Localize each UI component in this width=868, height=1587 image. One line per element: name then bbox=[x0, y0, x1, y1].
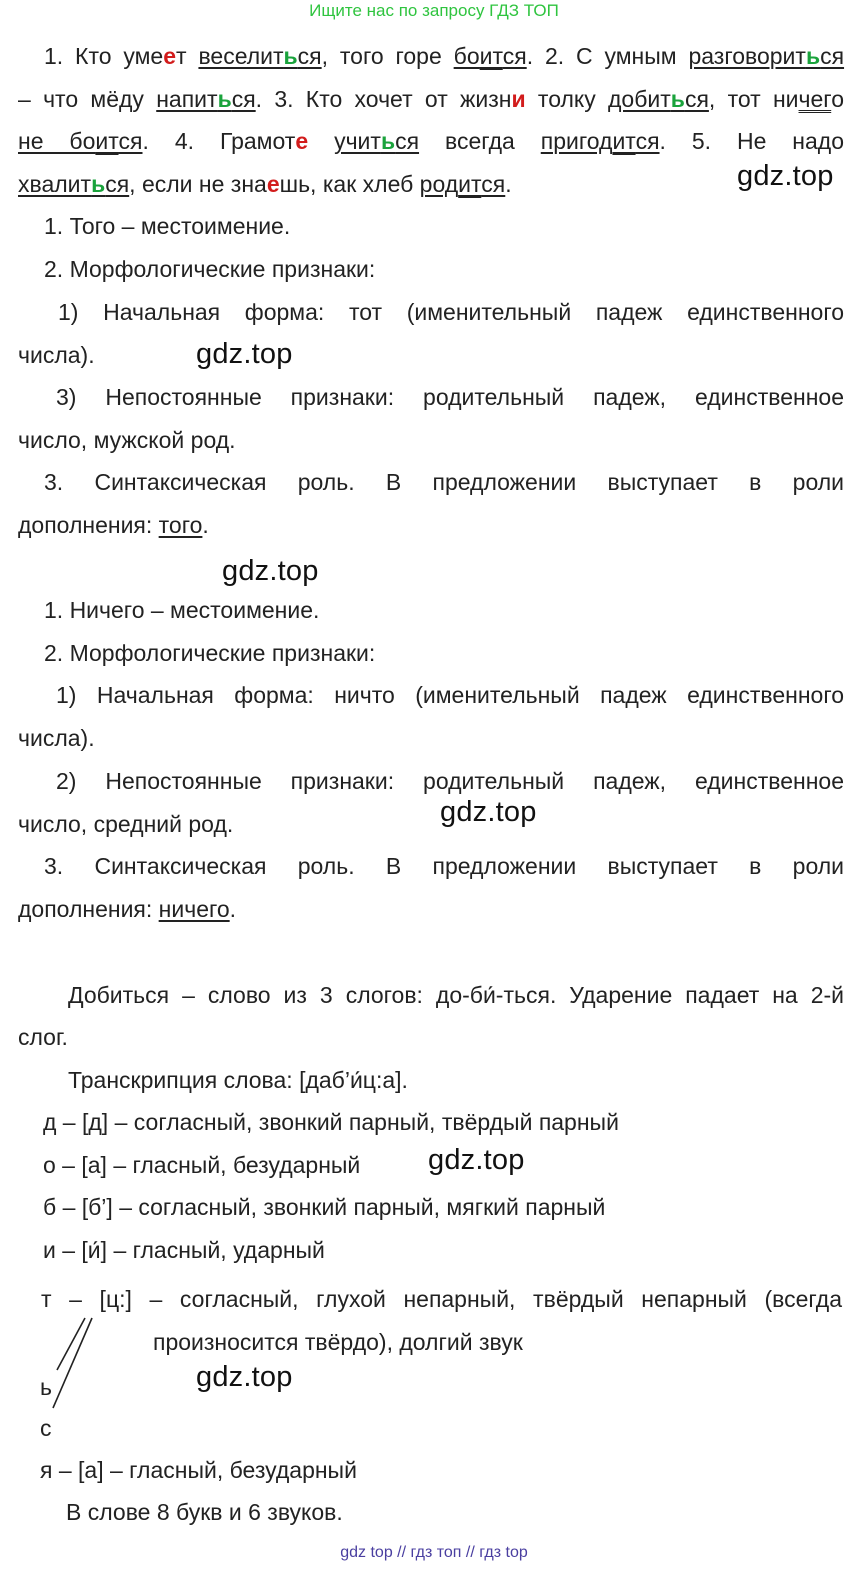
phonetic-summary: В слове 8 букв и 6 звуков. bbox=[66, 1499, 343, 1525]
analysis2-initial-form: 1) Начальная форма: ничто (именительный падеж единственного bbox=[56, 682, 844, 708]
analysis2-title: 1. Ничего – местоимение. bbox=[44, 597, 320, 623]
watermark: gdz.top bbox=[196, 338, 293, 370]
phonetic-row: я – [а] – гласный, безударный bbox=[40, 1457, 357, 1483]
analysis2-variable-features: 2) Непостоянные признаки: родительный падеж, единственное bbox=[56, 768, 844, 794]
proverbs-line-3: не боится. 4. Грамоте учиться всегда пригодится. 5. Не надо bbox=[18, 128, 845, 154]
footer-link[interactable]: гдз top bbox=[479, 1544, 528, 1561]
analysis2-syntax-role-cont: дополнения: ничего. bbox=[18, 896, 237, 922]
analysis1-variable-features-cont: число, мужской род. bbox=[18, 427, 236, 453]
analysis1-syntax-role: 3. Синтаксическая роль. В предложении выступает в роли bbox=[44, 469, 844, 495]
proverbs-line-1: 1. Кто умеет веселиться, того горе боится. 2. С умным разговориться bbox=[44, 43, 845, 69]
proverbs-line-4: хвалиться, если не знаешь, как хлеб родится. bbox=[18, 171, 512, 197]
phonetic-intro: Добиться – слово из 3 слогов: до-би́-ться. Ударение падает на 2-й bbox=[68, 982, 844, 1008]
phonetic-row: б – [б’] – согласный, звонкий парный, мягкий парный bbox=[43, 1194, 606, 1220]
analysis1-title: 1. Того – местоимение. bbox=[44, 213, 291, 239]
phonetic-row: т – [ц:] – согласный, глухой непарный, твёрдый непарный (всегда bbox=[41, 1286, 842, 1312]
phonetic-row: о – [а] – гласный, безударный bbox=[43, 1152, 361, 1178]
phonetic-letter: с bbox=[40, 1415, 52, 1441]
proverbs-line-2: – что мёду напиться. 3. Кто хочет от жизни толку добиться, тот ничего bbox=[18, 86, 844, 112]
watermark: gdz.top bbox=[196, 1361, 293, 1393]
phonetic-row: и – [и́] – гласный, ударный bbox=[43, 1237, 325, 1263]
phonetic-row-cont: произносится твёрдо), долгий звук bbox=[153, 1329, 523, 1355]
phonetic-row: д – [д] – согласный, звонкий парный, твёрдый парный bbox=[43, 1109, 619, 1135]
footer-separator: // bbox=[397, 1544, 407, 1561]
footer-separator: // bbox=[465, 1544, 475, 1561]
analysis1-initial-form-cont: числа). bbox=[18, 342, 95, 368]
analysis1-variable-features: 3) Непостоянные признаки: родительный падеж, единственное bbox=[56, 384, 844, 410]
footer-link[interactable]: gdz top bbox=[340, 1544, 393, 1561]
analysis1-morph-heading: 2. Морфологические признаки: bbox=[44, 256, 376, 282]
analysis1-initial-form: 1) Начальная форма: тот (именительный падеж единственного bbox=[58, 299, 844, 325]
analysis1-syntax-role-cont: дополнения: того. bbox=[18, 512, 209, 538]
header-banner[interactable]: Ищите нас по запросу ГДЗ ТОП bbox=[309, 1, 559, 20]
footer-link[interactable]: гдз топ bbox=[410, 1544, 462, 1561]
underlined-word: ничего bbox=[158, 896, 230, 922]
watermark: gdz.top bbox=[440, 796, 537, 828]
phonetic-letter: ь bbox=[40, 1374, 52, 1400]
footer-links bbox=[0, 1544, 868, 1562]
analysis2-morph-heading: 2. Морфологические признаки: bbox=[44, 640, 376, 666]
underlined-word: того bbox=[158, 512, 203, 538]
watermark: gdz.top bbox=[222, 555, 319, 587]
phonetic-transcription: Транскрипция слова: [даб’и́ц:а]. bbox=[68, 1067, 408, 1093]
analysis2-initial-form-cont: числа). bbox=[18, 725, 95, 751]
phonetic-intro-cont: слог. bbox=[18, 1024, 68, 1050]
watermark: gdz.top bbox=[737, 160, 834, 192]
analysis2-variable-features-cont: число, средний род. bbox=[18, 811, 234, 837]
analysis2-syntax-role: 3. Синтаксическая роль. В предложении выступает в роли bbox=[44, 853, 844, 879]
watermark: gdz.top bbox=[428, 1144, 525, 1176]
